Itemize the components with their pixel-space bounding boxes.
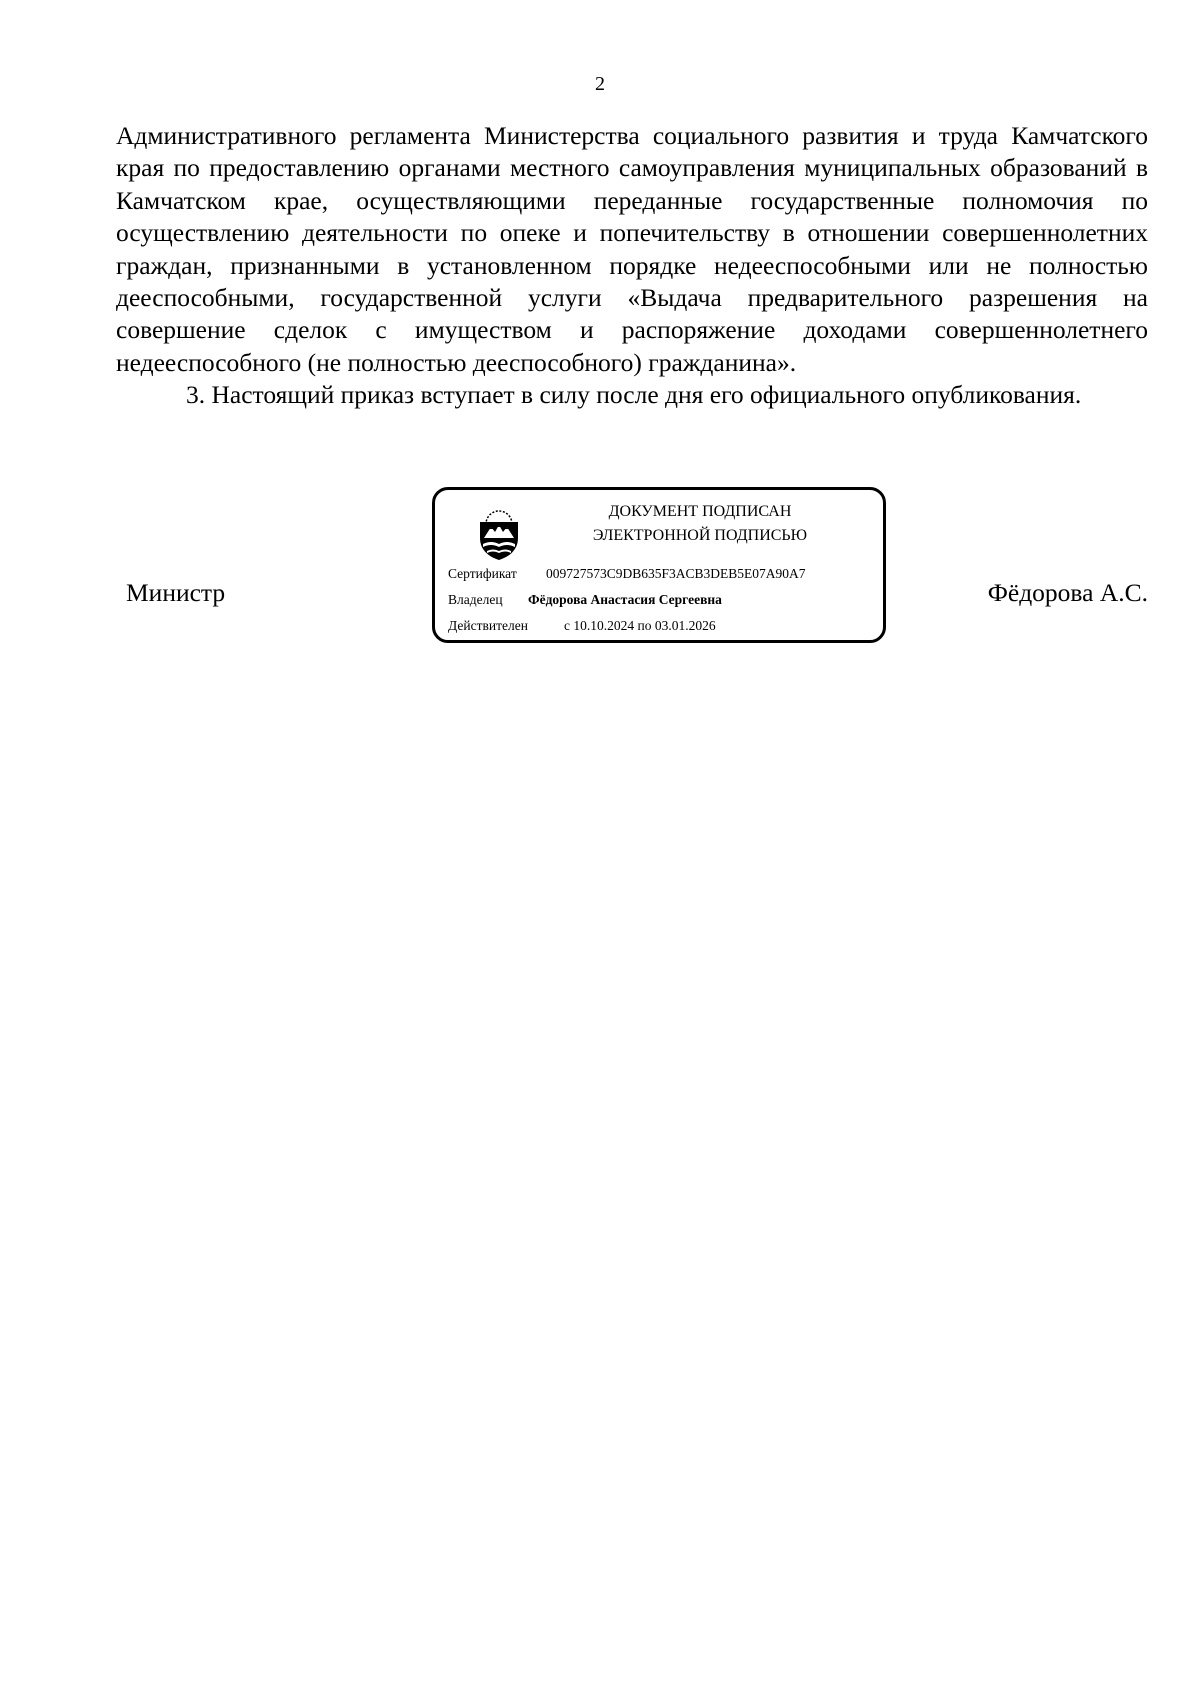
electronic-signature-stamp <box>432 487 886 643</box>
owner-value: Фёдорова Анастасия Сергеевна <box>528 592 722 607</box>
stamp-validity-row <box>448 617 716 635</box>
certificate-value: 009727573C9DB635F3ACB3DEB5E07A90A7 <box>546 566 806 581</box>
signatory-name: Фёдорова А.С. <box>987 578 1148 607</box>
owner-label: Владелец <box>448 592 503 607</box>
signatory-position: Министр <box>126 578 226 607</box>
stamp-heading-line2: ЭЛЕКТРОННОЙ ПОДПИСЬЮ <box>592 527 808 544</box>
valid-label: Действителен <box>448 618 528 633</box>
valid-value: с 10.10.2024 по 03.01.2026 <box>564 618 716 633</box>
paragraph-regulation: Административного регламента Министерства социального развития и труда Камчатского края по предоставлению органами местного самоуправления муниципальных образований в Камчатском крае, осуществляющими переданные государственные полномочия по осуществлению деятельности по опеке и попечительству в отношении совершеннолетних граждан, признанными в установленном порядке недееспособными или не полностью дееспособными, государственной услуги «Выдача предварительного разрешения на совершение сделок с имуществом и распоряжение доходами совершеннолетнего недееспособного (не полностью дееспособного) гражданина». <box>116 121 1148 377</box>
page-number: 2 <box>595 73 605 95</box>
stamp-heading-line1: ДОКУМЕНТ ПОДПИСАН <box>608 503 792 520</box>
stamp-certificate-row <box>448 565 806 583</box>
certificate-label: Сертификат <box>448 566 517 581</box>
stamp-owner-row <box>448 591 722 609</box>
document-body <box>116 120 1148 412</box>
kamchatka-emblem-icon <box>473 508 525 562</box>
paragraph-effective-date: 3. Настоящий приказ вступает в силу после дня его официального опубликования. <box>186 380 1082 410</box>
signature-block <box>116 487 1148 650</box>
